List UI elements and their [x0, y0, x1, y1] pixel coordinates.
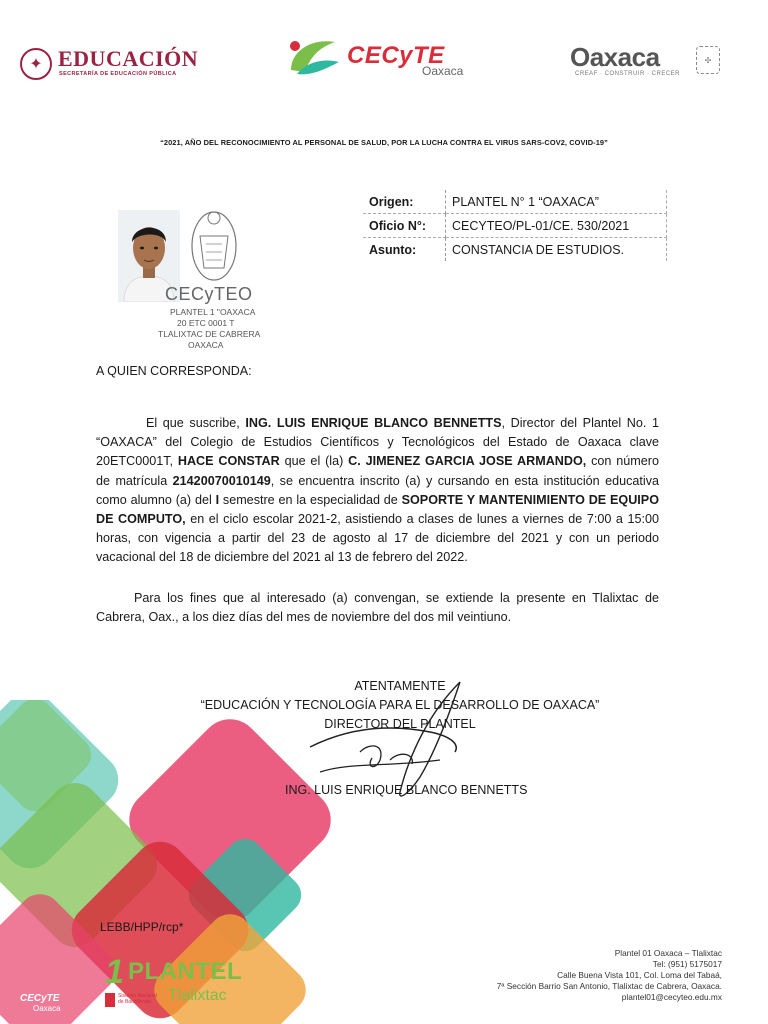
sns-text: Sistema Nacional de Bachillerato: [118, 993, 157, 1005]
p1-text-g: en el ciclo escolar 2021-2, asistiendo a clases de lunes a viernes de 7:00 a 15:00 horas, con vigencia a partir del 23 de agosto al 17 de diciembre del 2021 y con un periodo vacacional del 18 de diciembre del 2021 al 13 de febrero del 2022.: [96, 512, 659, 565]
footer-email: plantel01@cecyteo.edu.mx: [621, 992, 722, 1002]
p1-text-a: El que suscribe,: [146, 416, 246, 430]
p1-text-d: con número de matrícula: [96, 454, 659, 488]
footer-cecyte-logo: CECyTE: [20, 993, 60, 1004]
body-paragraph-1: [96, 414, 659, 568]
document-initials: LEBB/HPP/rcp*: [100, 920, 184, 934]
director-name: ING. LUIS ENRIQUE BLANCO BENNETTS: [245, 416, 502, 430]
footer-line-2: Tel: (951) 5175017: [652, 959, 722, 969]
atentamente: ATENTAMENTE: [354, 679, 446, 693]
plantel-word: PLANTEL: [128, 958, 243, 985]
document-info-table: [363, 190, 667, 261]
stamp-line-3: TLALIXTAC DE CABRERA: [158, 329, 261, 339]
oaxaca-badge-icon: ✣: [696, 46, 720, 74]
p1-text-c: que el (la): [279, 454, 349, 469]
oficio-label: Oficio N°:: [363, 214, 446, 238]
stamp-emblem-icon: [188, 206, 240, 284]
footer-line-1: Plantel 01 Oaxaca – Tlalixtac: [614, 948, 722, 958]
cecyte-logo-subtitle: Oaxaca: [422, 64, 464, 78]
hace-constar: HACE CONSTAR: [177, 454, 280, 469]
cecyte-logo-title: CECyTE: [347, 42, 445, 69]
year-motto: “2021, AÑO DEL RECONOCIMIENTO AL PERSONAL DE SALUD, POR LA LUCHA CONTRA EL VIRUS SARS-COV2, COVID-19”: [160, 138, 608, 147]
p1-text-f: semestre en la especialidad de: [219, 492, 402, 507]
footer-cecyte-sub: Oaxaca: [33, 1004, 61, 1013]
greeting: A QUIEN CORRESPONDA:: [96, 364, 252, 378]
origen-label: Origen:: [363, 190, 446, 214]
signature-block: [200, 677, 600, 734]
plantel-town: Tlalixtac: [168, 987, 227, 1004]
oaxaca-logo-title: Oaxaca: [570, 42, 660, 72]
oaxaca-logo-subtitle: CREAF · CONSTRUIR · CRECER: [575, 71, 681, 77]
asunto-label: Asunto:: [363, 238, 446, 262]
student-id: 21420070010149: [172, 473, 271, 488]
sep-logo-subtitle: SECRETARÍA DE EDUCACIÓN PÚBLICA: [59, 71, 177, 77]
footer-line-4: 7ª Sección Barrio San Antonio, Tlalixtac de Cabrera, Oaxaca.: [496, 981, 722, 991]
stamp-line-1: PLANTEL 1 "OAXACA: [170, 307, 256, 317]
body-paragraph-2: Para los fines que al interesado (a) convengan, se extiende la presente en Tlalixtac de Cabrera, Oax., a los diez días del mes de noviembre del dos mil veintiuno.: [96, 591, 659, 625]
cecyte-logo-icon: [283, 32, 343, 82]
p1-text-b: , Director del Plantel No. 1 “OAXACA” del Colegio de Estudios Científicos y Tecnológicos del Estado de Oaxaca clave 20ETC0001T,: [96, 416, 659, 469]
institution-motto: “EDUCACIÓN Y TECNOLOGÍA PARA EL DESARROLLO DE OAXACA”: [200, 698, 600, 712]
oficio-value: CECYTEO/PL-01/CE. 530/2021: [446, 214, 667, 238]
sep-seal-icon: ✦: [20, 48, 52, 80]
signer-name: ING. LUIS ENRIQUE BLANCO BENNETTS: [285, 783, 528, 797]
origen-value: PLANTEL N° 1 “OAXACA”: [446, 190, 667, 214]
plantel-number: 1: [105, 953, 124, 991]
footer-address: [497, 948, 722, 1003]
student-name: C. JIMENEZ GARCIA JOSE ARMANDO,: [348, 454, 587, 469]
stamp-line-2: 20 ETC 0001 T: [177, 318, 235, 328]
stamp-line-4: OAXACA: [188, 340, 224, 350]
sns-logo-icon: [105, 993, 115, 1007]
specialty: SOPORTE Y MANTENIMIENTO DE EQUIPO DE COMPUTO,: [96, 492, 659, 527]
signer-title: DIRECTOR DEL PLANTEL: [324, 717, 476, 731]
semester: I: [215, 492, 220, 507]
stamp-name: CECyTEO: [165, 284, 253, 304]
sep-logo-title: EDUCACIÓN: [58, 46, 199, 71]
p1-text-e: , se encuentra inscrito (a) y cursando en esta institución educativa como alumno (a) del: [96, 473, 659, 507]
asunto-value: CONSTANCIA DE ESTUDIOS.: [446, 238, 667, 262]
footer-line-3: Calle Buena Vista 101, Col. Loma del Tabaá,: [557, 970, 722, 980]
